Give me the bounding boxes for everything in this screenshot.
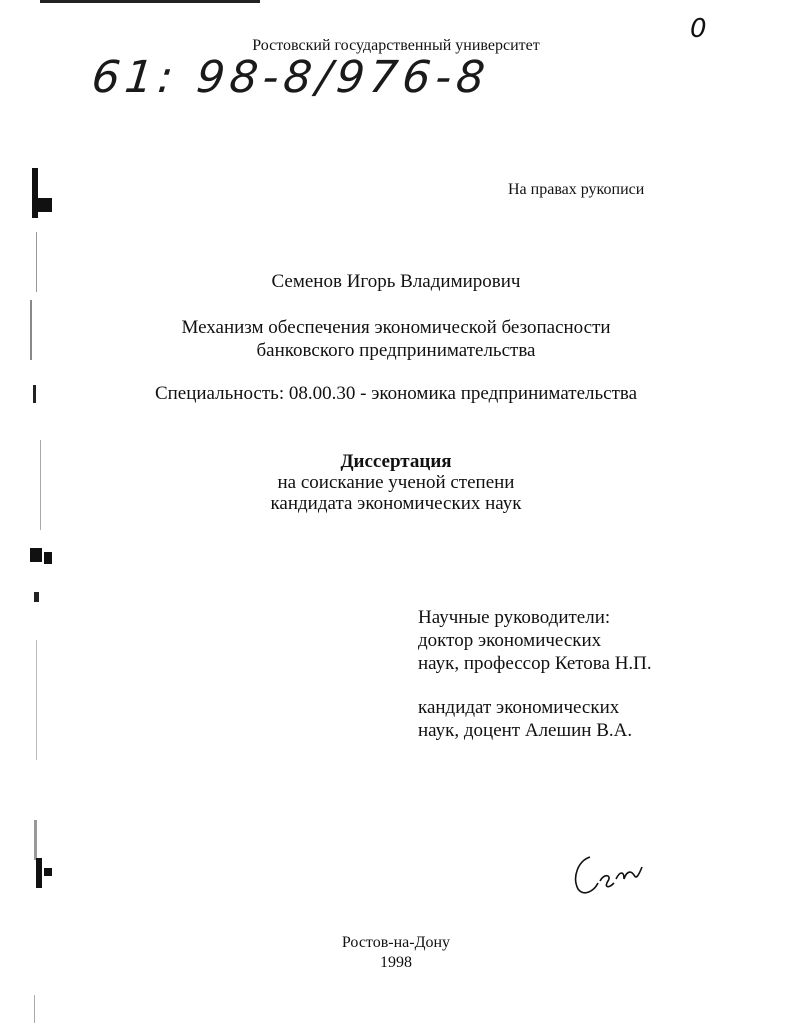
scan-edge-mark bbox=[40, 0, 260, 3]
author-name: Семенов Игорь Владимирович bbox=[271, 271, 521, 292]
title-line: Механизм обеспечения экономической безопасности bbox=[181, 317, 611, 338]
university-name: Ростовский государственный университет bbox=[252, 37, 540, 54]
city: Ростов-на-Дону bbox=[341, 934, 451, 951]
advisors-heading: Научные руководители: bbox=[418, 607, 611, 628]
year: 1998 bbox=[380, 954, 412, 971]
manuscript-rights-note: На правах рукописи bbox=[508, 181, 645, 198]
degree-line: кандидата экономических наук bbox=[270, 493, 522, 514]
specialty-line: Специальность: 08.00.30 - экономика предпринимательства bbox=[154, 383, 638, 404]
handwritten-registry-number: 61: 98-8/976-8 bbox=[89, 52, 493, 103]
second-advisor-block bbox=[418, 696, 632, 742]
city-year bbox=[0, 933, 792, 973]
handwritten-corner-mark: 0 bbox=[690, 14, 707, 44]
advisor-line: наук, доцент Алешин В.А. bbox=[418, 720, 633, 741]
handwritten-signature bbox=[568, 843, 658, 903]
advisor-line: доктор экономических bbox=[418, 630, 602, 651]
advisor-line: кандидат экономических bbox=[418, 697, 620, 718]
degree-line: на соискание ученой степени bbox=[277, 472, 515, 493]
title-line: банковского предпринимательства bbox=[256, 340, 536, 361]
advisors-block bbox=[418, 606, 652, 675]
dissertation-heading: Диссертация bbox=[340, 451, 452, 472]
advisor-line: наук, профессор Кетова Н.П. bbox=[418, 653, 652, 674]
dissertation-block bbox=[0, 451, 792, 514]
dissertation-title bbox=[0, 316, 792, 362]
